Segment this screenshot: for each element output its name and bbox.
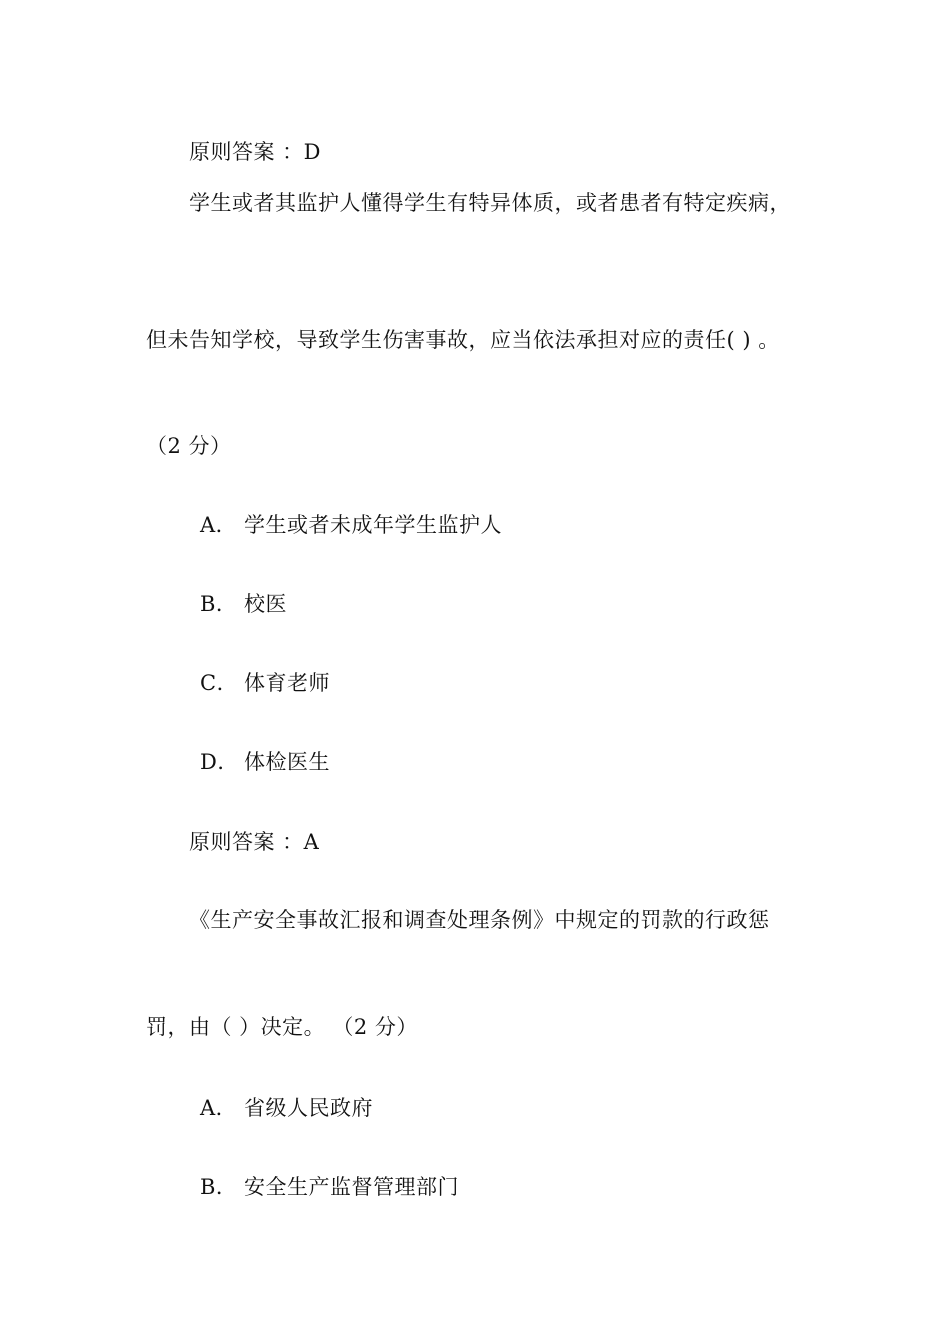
option-b-q2 (200, 1173, 459, 1201)
option-text: 安全生产监督管理部门 (244, 1175, 459, 1199)
option-letter: C． (200, 671, 239, 695)
option-text: 体检医生 (244, 750, 330, 774)
option-letter: D． (200, 750, 239, 774)
option-letter: B． (200, 592, 238, 616)
option-text: 学生或者未成年学生监护人 (244, 513, 502, 537)
question-score-q1: （2 分） (146, 434, 232, 458)
option-d-q1 (200, 748, 330, 776)
option-text: 省级人民政府 (244, 1096, 373, 1120)
question-stem-line2-q1: 但未告知学校，导致学生伤害事故，应当依法承担对应的责任( ) 。 (146, 328, 780, 352)
answer-label-q1: 原则答案 ：A (189, 830, 320, 854)
answer-label-q0: 原则答案 ：D (189, 140, 322, 164)
question-stem-line2-q2: 罚，由（ ）决定。 （2 分） (146, 1015, 418, 1039)
option-letter: A． (200, 513, 238, 537)
option-a-q2 (200, 1094, 373, 1122)
option-text: 体育老师 (244, 671, 330, 695)
option-b-q1 (200, 590, 287, 618)
option-text: 校医 (244, 592, 287, 616)
option-letter: A． (200, 1096, 238, 1120)
question-stem-line1-q1: 学生或者其监护人懂得学生有特异体质，或者患者有特定疾病， (189, 191, 791, 215)
option-letter: B． (200, 1175, 238, 1199)
option-c-q1 (200, 669, 330, 697)
option-a-q1 (200, 511, 502, 539)
question-stem-line1-q2: 《生产安全事故汇报和调查处理条例》中规定的罚款的行政惩 (189, 908, 770, 932)
